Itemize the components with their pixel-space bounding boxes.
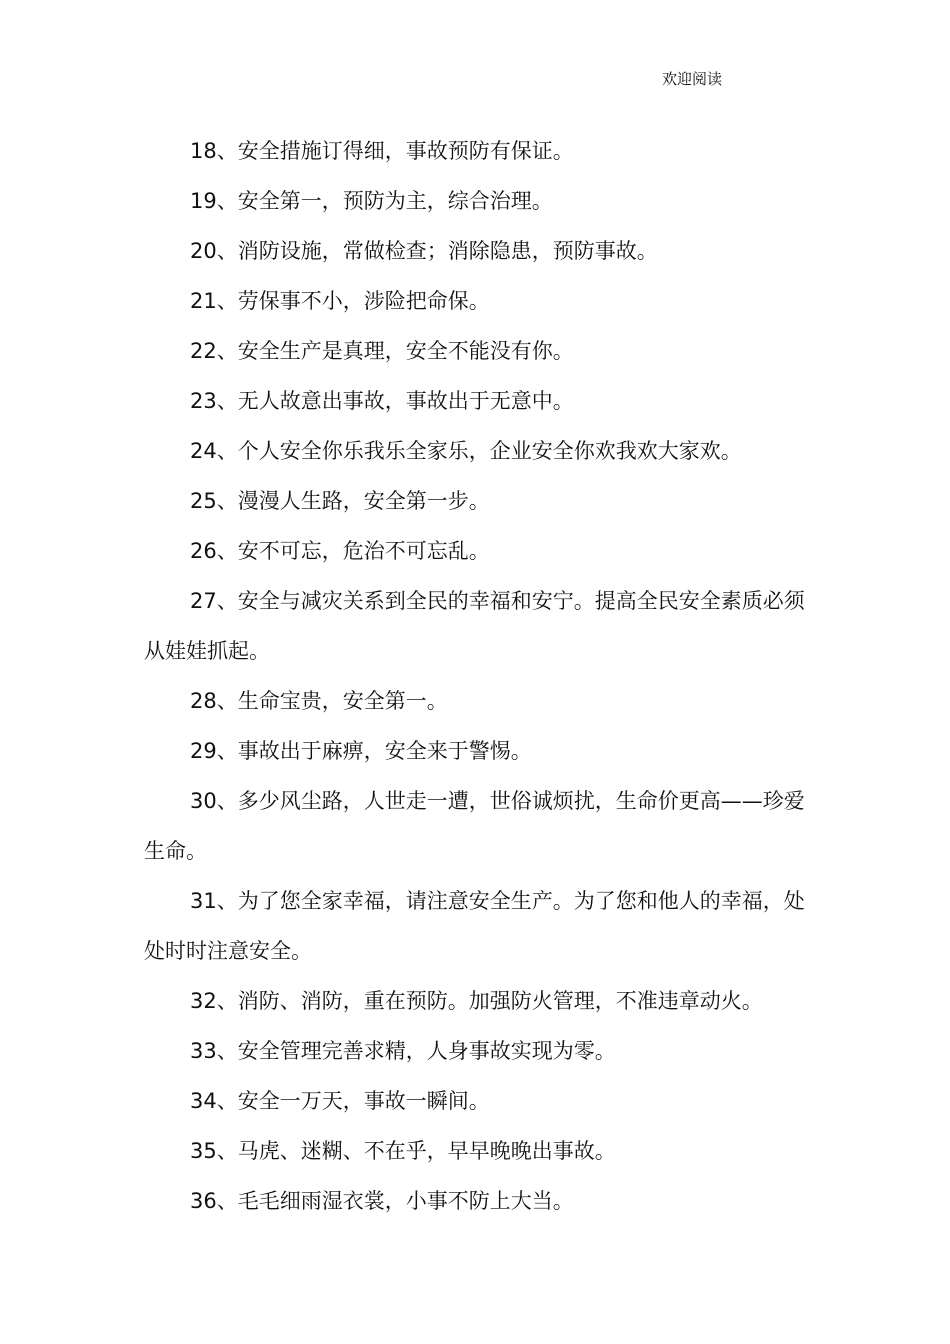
page-header: 欢迎阅读 (662, 70, 723, 88)
slogan-paragraph: 32、消防、消防，重在预防。加强防火管理，不准违章动火。 (190, 989, 763, 1013)
slogan-paragraph: 24、个人安全你乐我乐全家乐，企业安全你欢我欢大家欢。 (190, 439, 742, 463)
slogan-paragraph: 31、为了您全家幸福，请注意安全生产。为了您和他人的幸福，处处时时注意安全。 (144, 889, 805, 963)
slogan-paragraph: 18、安全措施订得细，事故预防有保证。 (190, 139, 574, 163)
slogan-paragraph: 23、无人故意出事故，事故出于无意中。 (190, 389, 574, 413)
slogan-paragraph: 29、事故出于麻痹，安全来于警惕。 (190, 739, 532, 763)
slogan-paragraph: 34、安全一万天，事故一瞬间。 (190, 1089, 490, 1113)
slogan-list (144, 126, 816, 1226)
slogan-paragraph: 36、毛毛细雨湿衣裳，小事不防上大当。 (190, 1189, 574, 1213)
slogan-paragraph: 33、安全管理完善求精，人身事故实现为零。 (190, 1039, 616, 1063)
slogan-paragraph: 22、安全生产是真理，安全不能没有你。 (190, 339, 574, 363)
slogan-paragraph: 30、多少风尘路，人世走一遭，世俗诚烦扰，生命价更高——珍爱生命。 (144, 789, 805, 863)
slogan-paragraph: 19、安全第一，预防为主，综合治理。 (190, 189, 553, 213)
slogan-paragraph: 20、消防设施，常做检查；消除隐患，预防事故。 (190, 239, 658, 263)
slogan-paragraph: 21、劳保事不小，涉险把命保。 (190, 289, 490, 313)
slogan-paragraph: 26、安不可忘，危治不可忘乱。 (190, 539, 490, 563)
slogan-paragraph: 25、漫漫人生路，安全第一步。 (190, 489, 490, 513)
slogan-paragraph: 28、生命宝贵，安全第一。 (190, 689, 448, 713)
slogan-paragraph: 27、安全与减灾关系到全民的幸福和安宁。提高全民安全素质必须从娃娃抓起。 (144, 589, 805, 663)
slogan-paragraph: 35、马虎、迷糊、不在乎，早早晚晚出事故。 (190, 1139, 616, 1163)
